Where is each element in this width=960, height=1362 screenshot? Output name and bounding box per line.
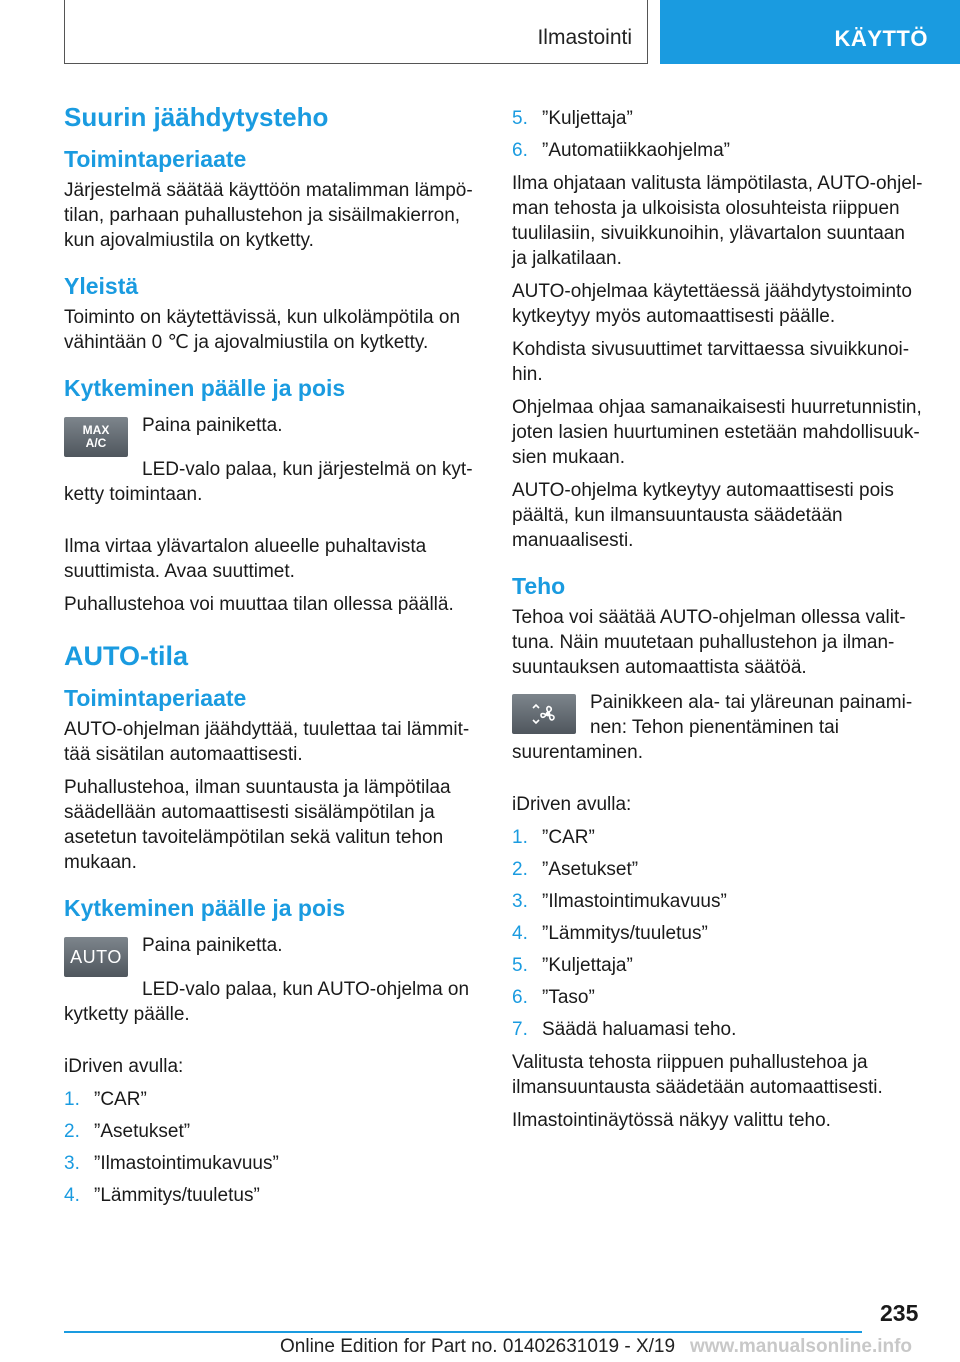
fan-instruction xyxy=(512,690,924,784)
heading-max-cooling: Suurin jäähdytysteho xyxy=(64,102,329,132)
footer-watermark: www.manualsonline.info xyxy=(690,1336,913,1357)
list-item: 3. ”Ilmastointimukavuus” xyxy=(64,1153,279,1174)
header-chapter-tab: KÄYTTÖ xyxy=(660,0,960,64)
idrive-steps-right xyxy=(512,825,924,1042)
list-item: 1. ”CAR” xyxy=(64,1089,147,1110)
auto-instruction xyxy=(64,933,476,1046)
paragraph: AUTO-ohjelman jäähdyttää, tuulettaa tai lämmittää sisätilan automaattisesti. xyxy=(64,719,470,765)
idrive-steps-continued xyxy=(512,106,924,163)
list-item: 6. ”Automatiikkaohjelma” xyxy=(512,140,730,161)
list-item: 6. ”Taso” xyxy=(512,987,595,1008)
heading-power: Teho xyxy=(512,573,566,599)
header-section-title: Ilmastointi xyxy=(537,26,632,49)
paragraph: Kohdista sivusuuttimet tarvittaessa sivuikkunoihin. xyxy=(512,339,910,385)
auto-button-icon: AUTO xyxy=(64,937,128,977)
max-ac-button-icon: MAX A/C xyxy=(64,417,128,457)
paragraph: LED-valo palaa, kun järjestelmä on kytketty toimintaan. xyxy=(64,459,473,505)
footer-divider xyxy=(64,1331,862,1333)
heading-principle-1: Toimintaperiaate xyxy=(64,146,247,172)
max-ac-instruction xyxy=(64,413,476,526)
paragraph: Valitusta tehosta riippuen puhallustehoa ja ilmansuuntausta säädetään automaattisesti. xyxy=(512,1052,883,1098)
paragraph: Puhallustehoa voi muuttaa tilan ollessa päällä. xyxy=(64,594,454,615)
footer-edition: Online Edition for Part no. 01402631019 - X/19 xyxy=(280,1336,676,1357)
left-column xyxy=(64,100,476,1215)
heading-principle-2: Toimintaperiaate xyxy=(64,685,247,711)
heading-auto-mode: AUTO-tila xyxy=(64,641,189,671)
paragraph: Paina painiketta. xyxy=(142,935,283,956)
list-item: 2. ”Asetukset” xyxy=(512,859,639,880)
list-item: 2. ”Asetukset” xyxy=(64,1121,191,1142)
paragraph: AUTO-ohjelma kytkeytyy automaattisesti pois päältä, kun ilmansuuntausta säädetään manuaalisesti. xyxy=(512,480,894,551)
paragraph: AUTO-ohjelmaa käytettäessä jäähdytystoiminto kytkeytyy myös automaattisesti päälle. xyxy=(512,281,912,327)
heading-general: Yleistä xyxy=(64,273,139,299)
fan-icon xyxy=(529,703,559,725)
list-item: 1. ”CAR” xyxy=(512,827,595,848)
paragraph: Ohjelmaa ohjaa samanaikaisesti huurretunnistin, joten lasien huurtuminen estetään mahdollisuuksien mukaan. xyxy=(512,397,922,468)
paragraph: Järjestelmä säätää käyttöön matalimman lämpötilan, parhaan puhallustehon ja sisäilmakierron, kun ajovalmiustila on kytketty. xyxy=(64,180,473,251)
heading-on-off-2: Kytkeminen päälle ja pois xyxy=(64,895,346,921)
paragraph: Ilma virtaa ylävartalon alueelle puhaltavista suuttimista. Avaa suuttimet. xyxy=(64,536,427,582)
paragraph: LED-valo palaa, kun AUTO-ohjelma on kytketty päälle. xyxy=(64,979,470,1025)
idrive-steps-left xyxy=(64,1087,476,1208)
list-item: 4. ”Lämmitys/tuuletus” xyxy=(512,923,708,944)
right-column xyxy=(512,98,924,1133)
paragraph: Ilmastointinäytössä näkyy valittu teho. xyxy=(512,1110,831,1131)
fan-speed-button-icon xyxy=(512,694,576,734)
list-item: 4. ”Lämmitys/tuuletus” xyxy=(64,1185,260,1206)
paragraph: Ilma ohjataan valitusta lämpötilasta, AUTO-ohjelman tehosta ja ulkoisista olosuhteista riippuen tuulilasiin, sivuikkunoihin, ylävartalon suuntaan ja jalkatilaan. xyxy=(512,173,923,269)
paragraph: iDriven avulla: xyxy=(512,794,632,815)
list-item: 7. Säädä haluamasi teho. xyxy=(512,1019,737,1040)
paragraph: Puhallustehoa, ilman suuntausta ja lämpötilaa säädellään automaattisesti sisälämpötilan ja asetetun tavoitelämpötilan sekä valitun tehon mukaan. xyxy=(64,777,451,873)
list-item: 5. ”Kuljettaja” xyxy=(512,955,633,976)
paragraph: Painikkeen ala- tai yläreunan painaminen: Tehon pienentäminen tai suurentaminen. xyxy=(512,692,913,763)
paragraph: Toiminto on käytettävissä, kun ulkolämpötila on vähintään 0 ℃ ja ajovalmiustila on kytketty. xyxy=(64,307,461,353)
heading-on-off-1: Kytkeminen päälle ja pois xyxy=(64,375,346,401)
page-number: 235 xyxy=(880,1300,919,1326)
list-item: 3. ”Ilmastointimukavuus” xyxy=(512,891,727,912)
paragraph: Paina painiketta. xyxy=(142,415,283,436)
list-item: 5. ”Kuljettaja” xyxy=(512,108,633,129)
paragraph: iDriven avulla: xyxy=(64,1056,184,1077)
paragraph: Tehoa voi säätää AUTO-ohjelman ollessa valittuna. Näin muutetaan puhallustehon ja ilmansuuntauksen automaattista säätöä. xyxy=(512,607,906,678)
